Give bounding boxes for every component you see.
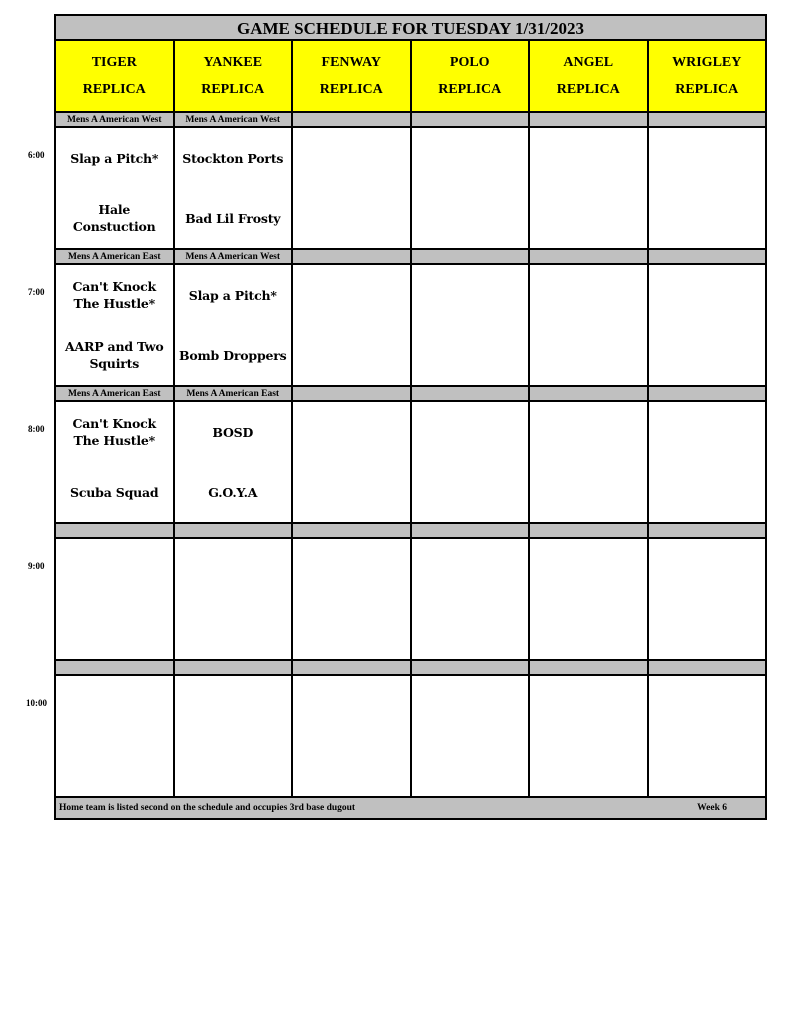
field-sub: REPLICA xyxy=(82,82,146,97)
home-team xyxy=(293,462,410,522)
footer-bar xyxy=(54,796,767,820)
game-cell xyxy=(649,402,766,522)
game-cell xyxy=(56,676,175,796)
home-team xyxy=(412,462,529,522)
game-cell xyxy=(530,265,649,385)
division-label xyxy=(412,524,531,537)
division-label xyxy=(649,661,766,674)
division-label xyxy=(412,113,531,126)
away-team: BOSD xyxy=(212,424,254,440)
home-team xyxy=(412,325,529,385)
time-label: 8:00 xyxy=(28,424,45,434)
game-cell xyxy=(175,676,294,796)
home-team: Bomb Droppers xyxy=(179,347,287,363)
division-row xyxy=(54,385,767,402)
division-label xyxy=(293,661,412,674)
field-sub: REPLICA xyxy=(675,82,739,97)
field-sub: REPLICA xyxy=(201,82,265,97)
field-header-fenway xyxy=(293,41,412,111)
game-cell xyxy=(412,402,531,522)
game-cell xyxy=(530,128,649,248)
game-cell xyxy=(56,539,175,659)
division-label: Mens A American East xyxy=(56,250,175,263)
division-label: Mens A American East xyxy=(175,387,294,400)
schedule-sheet xyxy=(26,14,767,820)
home-team xyxy=(293,188,410,248)
game-cell xyxy=(293,128,412,248)
time-label: 7:00 xyxy=(28,287,45,297)
game-cell xyxy=(412,265,531,385)
game-cell xyxy=(175,128,294,248)
time-slots xyxy=(26,111,767,796)
field-name: POLO xyxy=(449,55,490,70)
away-team xyxy=(56,676,173,736)
field-name: YANKEE xyxy=(203,55,263,70)
division-label: Mens A American West xyxy=(175,250,294,263)
field-sub: REPLICA xyxy=(556,82,620,97)
away-team xyxy=(412,402,529,462)
game-cell xyxy=(293,539,412,659)
away-team: Can't Knock The Hustle* xyxy=(72,279,156,311)
division-row xyxy=(54,248,767,265)
home-team xyxy=(649,462,766,522)
home-team: G.O.Y.A xyxy=(208,484,258,500)
division-label xyxy=(412,661,531,674)
division-label xyxy=(293,387,412,400)
division-label: Mens A American West xyxy=(56,113,175,126)
home-team xyxy=(649,736,766,796)
away-team xyxy=(175,539,292,599)
home-team xyxy=(293,736,410,796)
division-label xyxy=(530,113,649,126)
division-label xyxy=(649,387,766,400)
field-name: ANGEL xyxy=(563,55,614,70)
game-row xyxy=(28,265,767,385)
division-label xyxy=(293,524,412,537)
division-label xyxy=(175,661,294,674)
away-team xyxy=(649,402,766,462)
game-row xyxy=(26,676,767,796)
time-label: 6:00 xyxy=(28,150,45,160)
division-label xyxy=(530,387,649,400)
division-label xyxy=(56,661,175,674)
division-label xyxy=(412,250,531,263)
field-header-tiger xyxy=(56,41,175,111)
field-header-polo xyxy=(412,41,531,111)
division-label xyxy=(293,113,412,126)
field-header-yankee xyxy=(175,41,294,111)
game-cell xyxy=(175,265,294,385)
away-team xyxy=(293,676,410,736)
home-team xyxy=(530,188,647,248)
game-row xyxy=(28,539,767,659)
away-team: Can't Knock The Hustle* xyxy=(72,416,156,448)
home-team xyxy=(649,325,766,385)
game-cell xyxy=(530,676,649,796)
home-team xyxy=(412,736,529,796)
away-team xyxy=(293,128,410,188)
home-team xyxy=(530,736,647,796)
home-team: Hale Constuction xyxy=(72,202,156,234)
away-team xyxy=(175,676,292,736)
away-team xyxy=(530,265,647,325)
game-cell xyxy=(649,676,766,796)
game-cell xyxy=(293,676,412,796)
game-cell xyxy=(530,539,649,659)
home-team xyxy=(412,599,529,659)
game-row xyxy=(28,402,767,522)
game-cell xyxy=(412,676,531,796)
game-cell xyxy=(175,539,294,659)
time-label: 10:00 xyxy=(26,698,47,708)
home-team: Bad Lil Frosty xyxy=(185,210,281,226)
home-team xyxy=(412,188,529,248)
home-team xyxy=(293,599,410,659)
away-team xyxy=(56,539,173,599)
game-cell xyxy=(412,128,531,248)
away-team xyxy=(649,265,766,325)
away-team xyxy=(293,265,410,325)
game-cell xyxy=(530,402,649,522)
game-cell xyxy=(56,402,175,522)
field-header-row xyxy=(54,39,767,111)
game-cell xyxy=(293,265,412,385)
division-row xyxy=(54,659,767,676)
division-label xyxy=(530,661,649,674)
footer-note: Home team is listed second on the schedule and occupies 3rd base dugout xyxy=(59,803,356,813)
home-team xyxy=(530,462,647,522)
division-label xyxy=(649,113,766,126)
away-team xyxy=(412,676,529,736)
game-cell xyxy=(649,539,766,659)
home-team xyxy=(56,736,173,796)
division-label xyxy=(530,250,649,263)
away-team xyxy=(530,128,647,188)
division-label xyxy=(649,250,766,263)
division-label xyxy=(530,524,649,537)
home-team xyxy=(649,599,766,659)
division-label xyxy=(649,524,766,537)
field-name: FENWAY xyxy=(321,55,381,70)
game-cell xyxy=(56,265,175,385)
game-cell xyxy=(175,402,294,522)
home-team xyxy=(175,736,292,796)
away-team xyxy=(530,676,647,736)
division-label: Mens A American West xyxy=(175,113,294,126)
division-row xyxy=(54,111,767,128)
division-label xyxy=(293,250,412,263)
home-team xyxy=(530,599,647,659)
field-sub: REPLICA xyxy=(319,82,383,97)
game-cell xyxy=(649,128,766,248)
game-cell xyxy=(412,539,531,659)
home-team: AARP and Two Squirts xyxy=(65,339,164,371)
field-name: TIGER xyxy=(91,55,137,70)
field-header-angel xyxy=(530,41,649,111)
game-cell xyxy=(649,265,766,385)
away-team xyxy=(649,676,766,736)
game-cell xyxy=(293,402,412,522)
division-label xyxy=(412,387,531,400)
away-team xyxy=(293,402,410,462)
home-team: Scuba Squad xyxy=(70,484,159,500)
week-label: Week 6 xyxy=(697,803,727,813)
away-team: Stockton Ports xyxy=(182,150,284,166)
home-team xyxy=(175,599,292,659)
away-team xyxy=(530,539,647,599)
away-team: Slap a Pitch* xyxy=(188,287,277,303)
away-team xyxy=(412,265,529,325)
division-label xyxy=(56,524,175,537)
home-team xyxy=(56,599,173,659)
home-team xyxy=(293,325,410,385)
home-team xyxy=(649,188,766,248)
away-team xyxy=(412,539,529,599)
game-cell xyxy=(56,128,175,248)
away-team xyxy=(649,539,766,599)
away-team xyxy=(530,402,647,462)
away-team xyxy=(293,539,410,599)
division-label xyxy=(175,524,294,537)
away-team: Slap a Pitch* xyxy=(70,150,159,166)
away-team xyxy=(649,128,766,188)
time-label: 9:00 xyxy=(28,561,45,571)
division-label: Mens A American East xyxy=(56,387,175,400)
division-row xyxy=(54,522,767,539)
schedule-title: GAME SCHEDULE FOR TUESDAY 1/31/2023 xyxy=(54,14,767,39)
field-sub: REPLICA xyxy=(438,82,502,97)
game-row xyxy=(28,128,767,248)
away-team xyxy=(412,128,529,188)
home-team xyxy=(530,325,647,385)
field-header-wrigley xyxy=(649,41,766,111)
field-name: WRIGLEY xyxy=(672,55,742,70)
